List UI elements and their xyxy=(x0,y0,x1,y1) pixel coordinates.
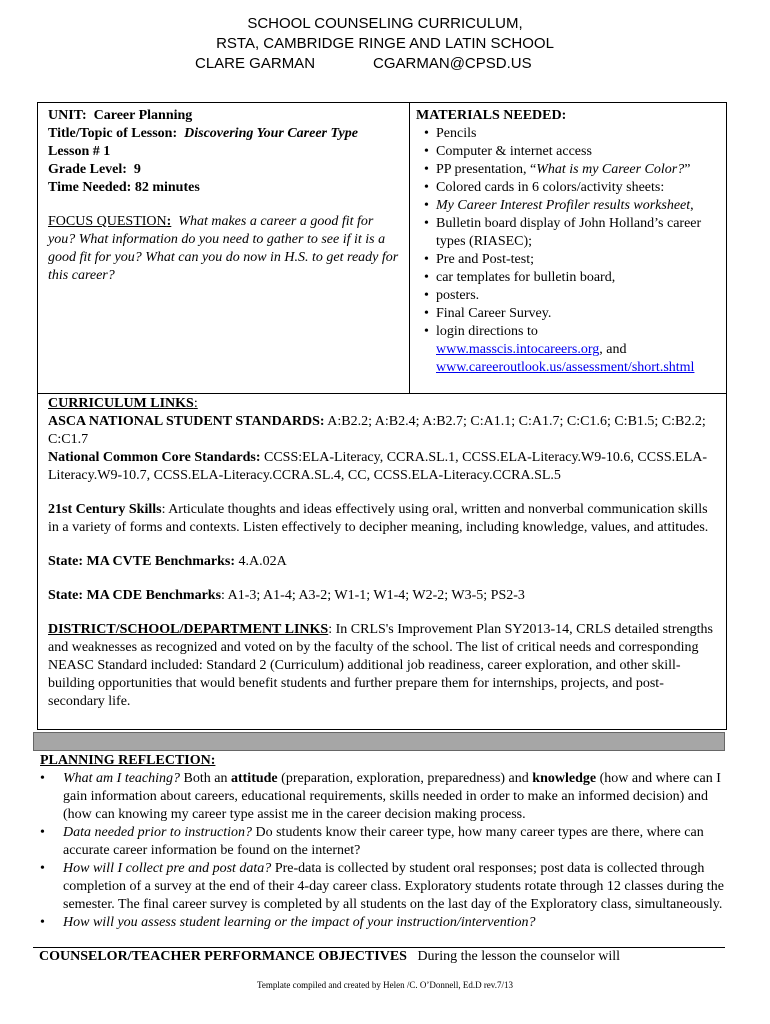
district-value: : In CRLS's Improvement Plan SY2013-14, CRLS detailed strengths and weaknesses as recognized and voted on by the faculty of the school. The list of critical needs and corresponding NEASC Standard included: Standard 2 (Curriculum) additional job readiness, career exploration, and other skill-building opportunities that would benefit students and further prepare them for internships, projects, and post-secondary life. xyxy=(48,622,713,709)
common-core-standards xyxy=(48,449,718,485)
bullet-icon: • xyxy=(424,288,429,303)
material-text: ” xyxy=(684,162,691,177)
cell-divider xyxy=(38,393,726,394)
bullet-icon: • xyxy=(424,252,429,267)
performance-objectives xyxy=(33,947,725,967)
unit-row xyxy=(48,107,401,125)
objectives-text: During the lesson the counselor will xyxy=(417,949,621,964)
masscis-link[interactable]: www.masscis.intocareers.org xyxy=(436,342,600,357)
lesson-table xyxy=(37,102,727,730)
cvte-value: 4.A.02A xyxy=(238,554,287,569)
ccss-value: CCSS:ELA-Literacy, CCRA.SL.1, CCSS.ELA-Literacy.W9-10.6, CCSS.ELA-Literacy.W9-10.7, CCSS.ELA-Literacy.CCRA.SL.4, CC, CCSS.ELA-Literacy.CCRA.SL.5 xyxy=(48,450,708,483)
bullet-icon: • xyxy=(424,306,429,321)
district-label: DISTRICT/SCHOOL/DEPARTMENT LINKS xyxy=(48,622,329,637)
author-email: CGARMAN@CPSD.US xyxy=(373,55,532,72)
material-text: car templates for bulletin board, xyxy=(436,270,616,285)
bullet-icon: • xyxy=(424,198,429,213)
list-item xyxy=(416,143,720,161)
focus-question xyxy=(48,213,401,285)
curriculum-cell xyxy=(38,395,726,711)
asca-label: ASCA NATIONAL STUDENT STANDARDS: xyxy=(48,414,325,429)
list-item xyxy=(416,197,720,215)
planning-question: What am I teaching? xyxy=(63,771,181,786)
grade-value: 9 xyxy=(133,162,141,177)
section-divider-bar xyxy=(33,732,725,751)
bullet-icon: • xyxy=(40,825,45,840)
planning-answer: Pre-data is collected by student oral responses; post data is collected through completion of a survey at the end of their 4-day career class. Exploratory students rotate through 12 classes during the semester. The final career survey is completed by all students on the last day of the Exploratory class, simultaneously. xyxy=(63,861,724,912)
header-line-2: RSTA, CAMBRIDGE RINGE AND LATIN SCHOOL xyxy=(216,35,554,52)
material-text: , and xyxy=(599,342,627,357)
focus-colon: : xyxy=(166,214,172,229)
material-text: PP presentation, “ xyxy=(436,162,537,177)
materials-cell xyxy=(410,103,726,393)
list-item xyxy=(40,824,730,860)
bullet-icon: • xyxy=(424,126,429,141)
list-item xyxy=(416,305,720,323)
title-row xyxy=(48,125,401,143)
list-item xyxy=(40,860,730,914)
material-text: Pencils xyxy=(436,126,477,141)
objectives-heading: COUNSELOR/TEACHER PERFORMANCE OBJECTIVES xyxy=(39,949,407,964)
time-label: Time Needed: xyxy=(48,180,132,195)
header-line-1: SCHOOL COUNSELING CURRICULUM, xyxy=(247,15,523,32)
focus-label: FOCUS QUESTION xyxy=(48,214,167,229)
material-text: Colored cards in 6 colors/activity sheets: xyxy=(436,180,665,195)
planning-answer: Both an xyxy=(180,771,231,786)
bullet-icon: • xyxy=(424,216,429,231)
lesson-value: 1 xyxy=(103,144,111,159)
unit-label: UNIT: xyxy=(48,108,87,123)
material-italic-text: My Career Interest Profiler results worksheet xyxy=(436,198,691,213)
curriculum-heading-colon: : xyxy=(193,396,198,411)
document-header xyxy=(0,14,770,74)
ccss-label: National Common Core Standards: xyxy=(48,450,261,465)
materials-list xyxy=(416,125,720,377)
asca-standards xyxy=(48,413,718,449)
material-text: , xyxy=(690,198,694,213)
planning-reflection xyxy=(40,752,730,932)
lesson-label: Lesson # xyxy=(48,144,100,159)
material-text: Bulletin board display of John Holland’s career types (RIASEC); xyxy=(436,216,702,249)
bullet-icon: • xyxy=(424,324,429,339)
grade-label: Grade Level: xyxy=(48,162,127,177)
time-row xyxy=(48,179,401,197)
bullet-icon: • xyxy=(40,861,45,876)
cvte-benchmarks xyxy=(48,553,718,571)
header-contact xyxy=(195,54,575,74)
planning-question: How will I collect pre and post data? xyxy=(63,861,272,876)
materials-heading: MATERIALS NEEDED: xyxy=(416,108,567,123)
bullet-icon: • xyxy=(424,180,429,195)
bullet-icon: • xyxy=(424,144,429,159)
21st-century-skills xyxy=(48,501,718,537)
cde-label: State: MA CDE Benchmarks xyxy=(48,588,222,603)
unit-value: Career Planning xyxy=(93,108,193,123)
bullet-icon: • xyxy=(40,915,45,930)
lesson-info-cell xyxy=(38,103,410,393)
skills-label: 21st Century Skills xyxy=(48,502,162,517)
author-name: CLARE GARMAN xyxy=(195,55,316,72)
planning-question: How will you assess student learning or the impact of your instruction/intervention? xyxy=(63,915,536,930)
planning-heading: PLANNING REFLECTION: xyxy=(40,753,216,768)
list-item xyxy=(416,269,720,287)
grade-row xyxy=(48,161,401,179)
planning-answer: Do students know their career type, how many career types are there, where can accurate career information be found on the internet? xyxy=(63,825,704,858)
curriculum-heading xyxy=(48,395,718,413)
bullet-icon: • xyxy=(424,270,429,285)
footer-credit: Template compiled and created by Helen /C. O’Donnell, Ed.D rev.7/13 xyxy=(257,980,513,990)
title-label: Title/Topic of Lesson: xyxy=(48,126,178,141)
district-links xyxy=(48,621,718,711)
title-value: Discovering Your Career Type xyxy=(184,126,358,141)
curriculum-heading-text: CURRICULUM LINKS xyxy=(48,396,194,411)
material-text: Computer & internet access xyxy=(436,144,592,159)
planning-question: Data needed prior to instruction? xyxy=(63,825,252,840)
list-item xyxy=(416,323,720,377)
material-text: posters. xyxy=(436,288,480,303)
planning-answer: (preparation, exploration, preparedness) and xyxy=(277,771,533,786)
material-text: Final Career Survey. xyxy=(436,306,552,321)
list-item xyxy=(416,287,720,305)
careeroutlook-link[interactable]: www.careeroutlook.us/assessment/short.shtml xyxy=(436,360,695,375)
list-item xyxy=(416,161,720,179)
list-item xyxy=(416,125,720,143)
list-item xyxy=(416,215,720,251)
planning-list xyxy=(40,770,730,932)
list-item xyxy=(416,179,720,197)
bullet-icon: • xyxy=(40,771,45,786)
list-item xyxy=(416,251,720,269)
planning-answer-bold: attitude xyxy=(230,771,278,786)
planning-answer-bold: knowledge xyxy=(532,771,597,786)
list-item xyxy=(40,914,730,932)
skills-value: : Articulate thoughts and ideas effectively using oral, written and nonverbal communication skills in a variety of forms and contexts. Listen effectively to decipher meaning, including knowledge, values, and attitudes. xyxy=(48,502,709,535)
asca-value: A:B2.2; A:B2.4; A:B2.7; C:A1.1; C:A1.7; C:C1.6; C:B1.5; C:B2.2; C:C1.7 xyxy=(48,414,706,447)
focus-text: What makes a career a good fit for you? What information do you need to gather to see if it is a good fit for you? What can you do now in H.S. to get ready for this career? xyxy=(48,214,399,283)
material-italic-text: What is my Career Color? xyxy=(536,162,685,177)
time-value: 82 minutes xyxy=(134,180,200,195)
list-item xyxy=(40,770,730,824)
cde-benchmarks xyxy=(48,587,718,605)
cvte-label: State: MA CVTE Benchmarks: xyxy=(48,554,236,569)
material-text: login directions to xyxy=(436,324,538,339)
lesson-number-row xyxy=(48,143,401,161)
cde-value: : A1-3; A1-4; A3-2; W1-1; W1-4; W2-2; W3-5; PS2-3 xyxy=(221,588,525,603)
material-text: Pre and Post-test; xyxy=(436,252,534,267)
planning-answer: (how and where can I gain information about careers, educational requirements, skills needed in order to make an informed decision) and (how can knowing my career type assist me in the career decision making process. xyxy=(63,771,721,822)
bullet-icon: • xyxy=(424,162,429,177)
